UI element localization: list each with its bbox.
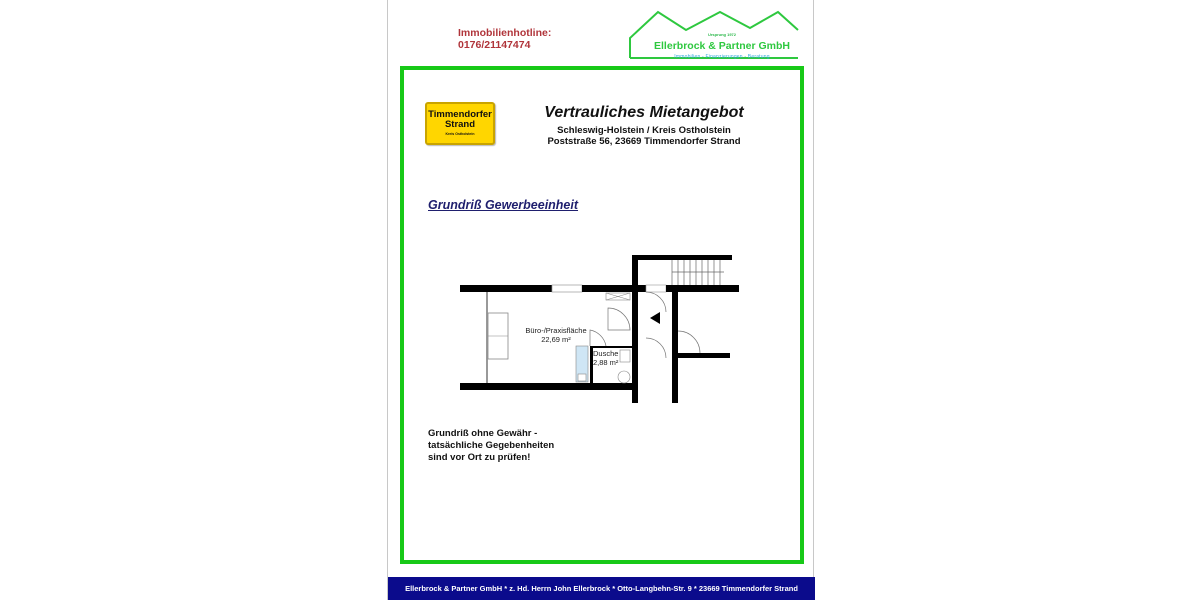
logo-company-name: Ellerbrock & Partner GmbH [654,40,790,52]
footer-bar: Ellerbrock & Partner GmbH * z. Hd. Herrn John Ellerbrock * Otto-Langbehn-Str. 9 * 23669 Timmendorfer Strand [388,577,815,600]
room-label-office [516,326,596,344]
disclaimer-line3: sind vor Ort zu prüfen! [428,452,531,463]
offer-region: Schleswig-Holstein / Kreis Ostholstein [557,125,731,136]
room-area: 22,69 m² [541,335,571,344]
sign-town-line2: Strand [444,119,476,130]
section-title: Grundriß Gewerbeeinheit [428,198,579,212]
sign-town-line1: Timmendorfer [428,109,492,120]
hotline-block [458,27,551,51]
disclaimer-line1: Grundriß ohne Gewähr - [428,428,538,439]
floor-plan [460,250,750,405]
room-area: 2,88 m² [593,358,619,367]
sign-district: Kreis Ostholstein [445,132,475,136]
offer-header [524,104,764,147]
hotline-number: 0176/21147474 [458,39,531,51]
floor-plan-drawing [460,250,750,405]
room-label-shower [593,349,629,367]
logo-since: Ursprung 1972 [707,32,736,37]
room-name: Büro-/Praxisfläche [525,326,587,335]
expose-page [387,0,814,600]
disclaimer [428,428,554,464]
hotline-label: Immobilienhotline: [458,27,552,39]
offer-address: Poststraße 56, 23669 Timmendorfer Strand [547,136,741,147]
offer-title: Vertrauliches Mietangebot [544,104,744,121]
room-name: Dusche [593,349,619,358]
company-logo [628,8,800,62]
logo-tagline: Immobilien - Finanzierungen - Beratung [674,54,770,60]
logo-text [648,32,796,60]
content-frame [400,66,804,564]
town-sign [425,102,495,145]
disclaimer-line2: tatsächliche Gegebenheiten [428,440,555,451]
